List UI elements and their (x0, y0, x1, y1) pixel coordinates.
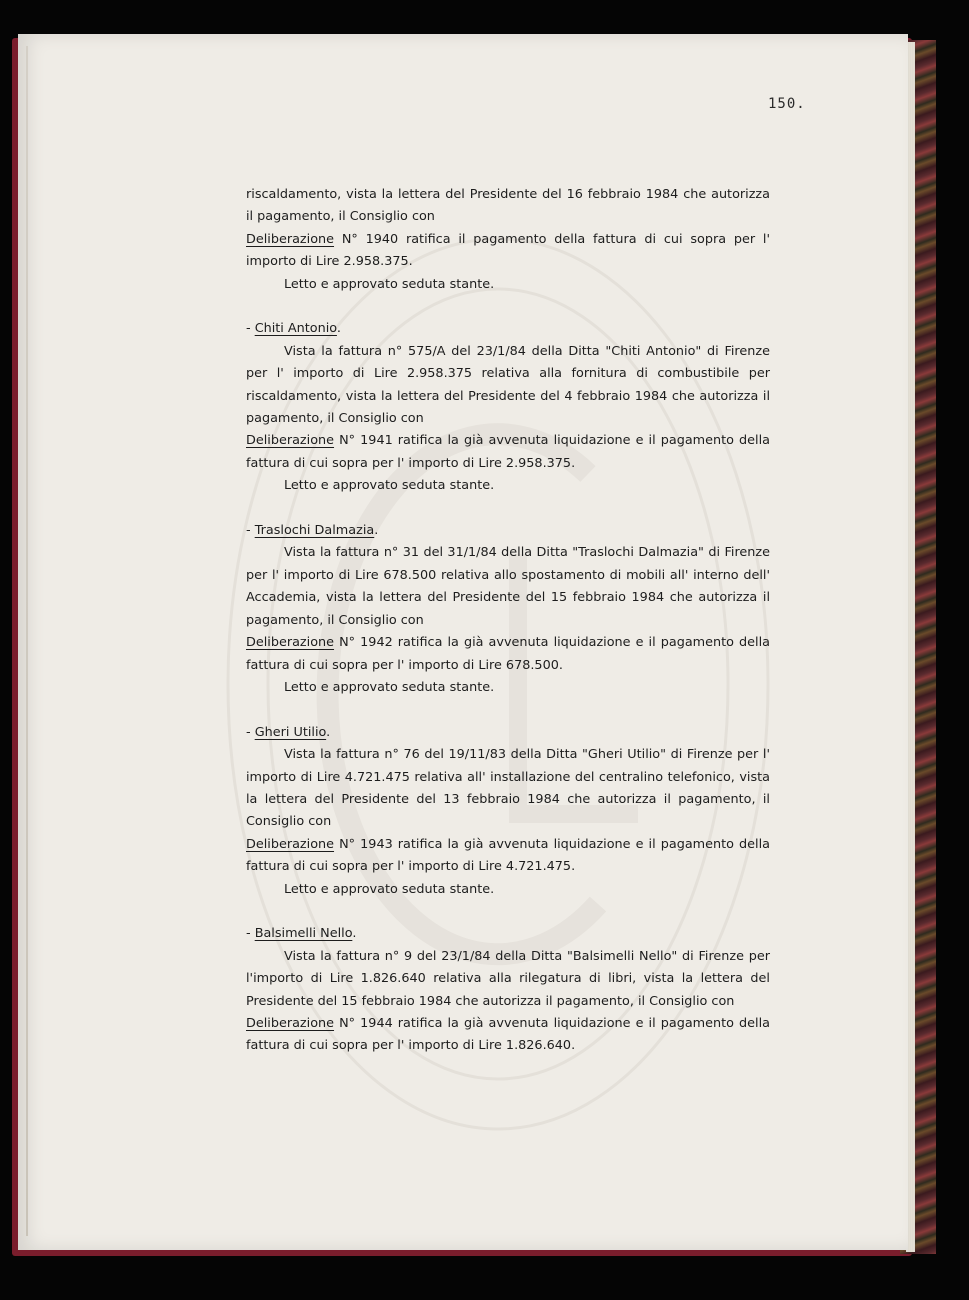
page-number: 150. (768, 96, 806, 112)
document-page (18, 34, 908, 1250)
section-heading: - Gheri Utilio. (246, 724, 331, 740)
section-paragraph: Vista la fattura n° 575/A del 23/1/84 della Ditta "Chiti Antonio" di Firenze per l' importo di Lire 2.958.375 relativa alla fornitura di combustibile per riscaldamento, vista la lettera del Presidente del 4 febbraio 1984 che autorizza il pagamento, il Consiglio con (246, 343, 770, 427)
section-deliberation (246, 430, 770, 475)
section-title: Gheri Utilio (254, 724, 327, 740)
deliberation-text: N° 1944 ratifica la già avvenuta liquidazione e il pagamento della fattura di cui sopra per l' importo di Lire 1.826.640. (246, 1015, 770, 1054)
deliberazione-label: Deliberazione (246, 1015, 335, 1031)
intro-deliberation (246, 229, 770, 274)
deliberation-text: N° 1941 ratifica la già avvenuta liquidazione e il pagamento della fattura di cui sopra per l' importo di Lire 2.958.375. (246, 433, 770, 471)
approval-note: Letto e approvato seduta stante. (284, 276, 495, 292)
section-paragraph: Vista la fattura n° 31 del 31/1/84 della Ditta "Traslochi Dalmazia" di Firenze per l' importo di Lire 678.500 relativa allo spostamento di mobili all' interno dell' Accademia, vista la lettera del Presidente del 15 febbraio 1984 che autorizza il pagamento, il Consiglio con (246, 545, 770, 628)
approval-note: Letto e approvato seduta stante. (284, 478, 495, 494)
section-deliberation (246, 1013, 770, 1058)
deliberazione-label: Deliberazione (246, 433, 335, 449)
deliberazione-label: Deliberazione (246, 231, 335, 247)
section-paragraph: Vista la fattura n° 76 del 19/11/83 della Ditta "Gheri Utilio" di Firenze per l' importo di Lire 4.721.475 relativa all' installazione del centralino telefonico, vista la lettera del Presidente del 13 febbraio 1984 che autorizza il pagamento, il Consiglio con (246, 747, 770, 830)
deliberation-text: N° 1943 ratifica la già avvenuta liquidazione e il pagamento della fattura di cui sopra per l' importo di Lire 4.721.475. (246, 836, 770, 875)
deliberazione-label: Deliberazione (246, 836, 335, 852)
section-heading: - Balsimelli Nello. (246, 926, 357, 942)
section-deliberation (246, 834, 770, 879)
gutter-line (26, 46, 28, 1236)
deliberation-text: N° 1940 ratifica il pagamento della fattura di cui sopra per l' importo di Lire 2.958.375. (246, 231, 770, 270)
section-title: Chiti Antonio (254, 321, 337, 337)
document-body (246, 184, 770, 1058)
approval-note: Letto e approvato seduta stante. (284, 881, 495, 897)
section-deliberation (246, 632, 770, 677)
section-title: Balsimelli Nello (254, 926, 353, 942)
section-heading: - Chiti Antonio. (246, 321, 341, 337)
intro-paragraph: riscaldamento, vista la lettera del Presidente del 16 febbraio 1984 che autorizza il pagamento, il Consiglio con (246, 187, 770, 225)
deliberazione-label: Deliberazione (246, 635, 335, 651)
approval-note: Letto e approvato seduta stante. (284, 679, 495, 695)
section-heading: - Traslochi Dalmazia. (246, 523, 379, 539)
deliberation-text: N° 1942 ratifica la già avvenuta liquidazione e il pagamento della fattura di cui sopra per l' importo di Lire 678.500. (246, 635, 770, 673)
section-title: Traslochi Dalmazia (254, 523, 375, 539)
section-paragraph: Vista la fattura n° 9 del 23/1/84 della Ditta "Balsimelli Nello" di Firenze per l'importo di Lire 1.826.640 relativa alla rilegatura di libri, vista la lettera del Presidente del 15 febbraio 1984 che autorizza il pagamento, il Consiglio con (246, 948, 770, 1009)
